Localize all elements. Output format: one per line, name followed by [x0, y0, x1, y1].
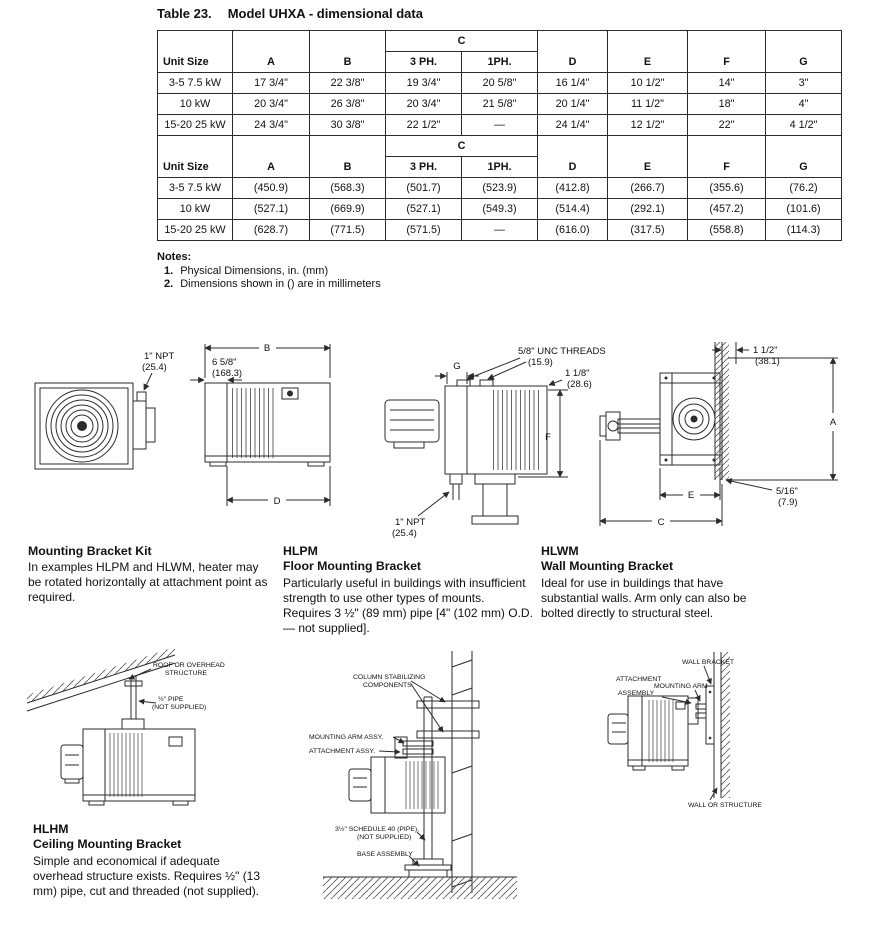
dim-label-f: F	[545, 432, 551, 443]
dim-label-npt2: 1" NPT	[395, 517, 426, 528]
table-cell: 10 kW	[158, 94, 233, 115]
attachment-label: ATTACHMENT ASSY.	[309, 748, 375, 755]
table-cell: (450.9)	[233, 178, 310, 199]
mounting-arm-label: MOUNTING ARM	[654, 683, 708, 690]
base-assembly-label: BASE ASSEMBLY	[357, 851, 413, 858]
pipe-label-line2: (NOT SUPPLIED)	[357, 834, 412, 841]
col-header-a: A	[233, 31, 310, 73]
table-cell: (549.3)	[462, 199, 538, 220]
dim-label-bolt-mm: (7.9)	[778, 497, 798, 508]
hlwm-caption-code: HLWM	[541, 544, 579, 558]
col-header-f: F	[688, 136, 766, 178]
table-cell: 26 3/8"	[310, 94, 386, 115]
kit-caption	[28, 544, 270, 605]
table-caption: Model UHXA - dimensional data	[227, 6, 423, 21]
col-header-d: D	[538, 136, 608, 178]
table-cell: (558.8)	[688, 220, 766, 241]
table-row	[158, 94, 842, 115]
hlhm-diagram	[25, 645, 265, 820]
hlpm-caption-body: Particularly useful in buildings with insufficient strength to use other types of mounts. Requires 3 ½" (89 mm) pipe [4" (102 mm) O.D. — not supplied].	[283, 575, 533, 635]
table-cell: 22 3/8"	[310, 73, 386, 94]
table-cell: (571.5)	[386, 220, 462, 241]
table-cell: 3"	[766, 73, 842, 94]
col-header-3ph: 3 PH.	[386, 157, 462, 178]
dim-label-a: A	[829, 417, 837, 428]
dim-label-c: C	[657, 517, 665, 528]
dim-label-b: B	[263, 343, 271, 354]
wall-or-structure-label: WALL OR STRUCTURE	[688, 802, 762, 809]
table-cell: (292.1)	[608, 199, 688, 220]
pipe-label-line2: (NOT SUPPLIED)	[152, 704, 207, 711]
table-cell: (317.5)	[608, 220, 688, 241]
dim-label-unc-threads: 5/8" UNC THREADS	[518, 346, 606, 357]
dim-label-unc-mm: (15.9)	[528, 357, 553, 368]
kit-figure	[35, 344, 330, 506]
attachment-label-line2: ASSEMBLY	[618, 690, 655, 697]
table-cell: —	[462, 220, 538, 241]
mounting-arm-label: MOUNTING ARM ASSY.	[309, 734, 384, 741]
roof-label-line1: ROOF OR OVERHEAD	[153, 662, 225, 669]
table-cell: 19 3/4"	[386, 73, 462, 94]
top-diagrams	[20, 328, 850, 540]
table-cell: 3-5 7.5 kW	[158, 73, 233, 94]
kit-caption-title: Mounting Bracket Kit	[28, 544, 152, 558]
notes-heading: Notes:	[157, 251, 192, 263]
hlpm-caption-title: Floor Mounting Bracket	[283, 559, 421, 574]
dim-label-gap-mm: (38.1)	[755, 356, 780, 367]
table-cell: (669.9)	[310, 199, 386, 220]
hlpm-figure	[385, 358, 568, 524]
hlpm-caption-code: HLPM	[283, 544, 318, 558]
hlhm-caption-code: HLHM	[33, 822, 69, 836]
table-cell: (412.8)	[538, 178, 608, 199]
dim-label-g: G	[453, 361, 461, 372]
table-row	[158, 115, 842, 136]
dim-label-offset-mm: (28.6)	[567, 379, 592, 390]
hlpm-caption	[283, 544, 533, 636]
table-cell: 4"	[766, 94, 842, 115]
dim-label-depth-mm: (168.3)	[212, 368, 243, 379]
col-header-1ph: 1PH.	[462, 157, 538, 178]
col-header-b: B	[310, 136, 386, 178]
table-cell: (514.4)	[538, 199, 608, 220]
table-cell: (616.0)	[538, 220, 608, 241]
col-header-g: G	[766, 136, 842, 178]
col-header-f: F	[688, 31, 766, 73]
table-row	[158, 136, 842, 157]
notes-section	[157, 251, 381, 291]
col-header-c: C	[386, 136, 538, 157]
table-number: Table 23.	[157, 6, 212, 21]
dimensional-data-table	[157, 30, 842, 241]
table-cell: (76.2)	[766, 178, 842, 199]
col-header-g: G	[766, 31, 842, 73]
table-cell: (523.9)	[462, 178, 538, 199]
table-cell: (771.5)	[310, 220, 386, 241]
col-header-unit-size: Unit Size	[158, 31, 233, 73]
wall-figure	[608, 652, 730, 800]
table-cell: (266.7)	[608, 178, 688, 199]
table-cell: —	[462, 115, 538, 136]
column-mount-diagram	[305, 645, 535, 937]
dim-label-npt-mm: (25.4)	[142, 362, 167, 373]
dim-label-npt: 1" NPT	[144, 351, 175, 362]
table-row	[158, 178, 842, 199]
note-item	[157, 278, 381, 290]
table-cell: (355.6)	[688, 178, 766, 199]
table-cell: 24 3/4"	[233, 115, 310, 136]
col-header-1ph: 1PH.	[462, 52, 538, 73]
table-cell: 11 1/2"	[608, 94, 688, 115]
table-cell: (101.6)	[766, 199, 842, 220]
dim-label-e: E	[687, 490, 695, 501]
hlwm-caption	[541, 544, 779, 621]
dim-label-npt2-mm: (25.4)	[392, 528, 417, 539]
roof-label-line2: STRUCTURE	[165, 670, 207, 677]
table-cell: 15-20 25 kW	[158, 115, 233, 136]
table-cell: 3-5 7.5 kW	[158, 178, 233, 199]
stabilizing-label-line1: COLUMN STABILIZING	[353, 674, 426, 681]
note-item	[157, 265, 381, 277]
table-cell: 20 1/4"	[538, 94, 608, 115]
hlwm-figure-labels	[658, 345, 837, 528]
table-cell: (527.1)	[386, 199, 462, 220]
col-header-d: D	[538, 31, 608, 73]
hlhm-caption-title: Ceiling Mounting Bracket	[33, 837, 182, 852]
page-title	[157, 6, 423, 21]
table-row	[158, 73, 842, 94]
pipe-label-line1: 3½" SCHEDULE 40 (PIPE),	[335, 826, 420, 833]
note-text: Physical Dimensions, in. (mm)	[180, 265, 329, 277]
note-number: 2.	[164, 278, 174, 290]
dim-label-bolt: 5/16"	[776, 486, 798, 497]
table-cell: 17 3/4"	[233, 73, 310, 94]
table-cell: 20 5/8"	[462, 73, 538, 94]
hlhm-caption	[33, 822, 273, 899]
wall-bracket-label: WALL BRACKET	[682, 659, 734, 666]
table-cell: 30 3/8"	[310, 115, 386, 136]
table-cell: 21 5/8"	[462, 94, 538, 115]
dim-label-d: D	[273, 496, 281, 507]
col-header-e: E	[608, 31, 688, 73]
wall-figure-labels	[616, 659, 762, 809]
table-cell: (527.1)	[233, 199, 310, 220]
dim-label-offset: 1 1/8"	[565, 368, 590, 379]
col-header-unit-size: Unit Size	[158, 136, 233, 178]
hlhm-caption-body: Simple and economical if adequate overhead structure exists. Requires ½" (13 mm) pipe, cut and threaded (not supplied).	[33, 853, 261, 898]
column-figure	[323, 651, 517, 899]
table-cell: (457.2)	[688, 199, 766, 220]
stabilizing-label-line2: COMPONENTS	[363, 682, 412, 689]
note-number: 1.	[164, 265, 174, 277]
table-row	[158, 199, 842, 220]
hlwm-figure	[600, 342, 838, 526]
col-header-3ph: 3 PH.	[386, 52, 462, 73]
col-header-c: C	[386, 31, 538, 52]
hlwm-caption-body: Ideal for use in buildings that have substantial walls. Arm only can also be bolted directly to structural steel.	[541, 575, 747, 620]
dim-label-depth: 6 5/8"	[212, 357, 237, 368]
table-row	[158, 220, 842, 241]
table-cell: 24 1/4"	[538, 115, 608, 136]
table-cell: 4 1/2"	[766, 115, 842, 136]
col-header-a: A	[233, 136, 310, 178]
col-header-e: E	[608, 136, 688, 178]
table-cell: 22"	[688, 115, 766, 136]
table-cell: 18"	[688, 94, 766, 115]
table-cell: 12 1/2"	[608, 115, 688, 136]
table-cell: (628.7)	[233, 220, 310, 241]
table-cell: 22 1/2"	[386, 115, 462, 136]
table-cell: (114.3)	[766, 220, 842, 241]
table-cell: 10 1/2"	[608, 73, 688, 94]
hlwm-caption-title: Wall Mounting Bracket	[541, 559, 674, 574]
col-header-b: B	[310, 31, 386, 73]
dim-label-gap: 1 1/2"	[753, 345, 778, 356]
table-cell: 14"	[688, 73, 766, 94]
hlhm-figure-labels	[152, 662, 225, 711]
attachment-label-line1: ATTACHMENT	[616, 676, 662, 683]
table-cell: 20 3/4"	[233, 94, 310, 115]
kit-caption-body: In examples HLPM and HLWM, heater may be rotated horizontally at attachment point as required.	[28, 560, 268, 605]
table-cell: (568.3)	[310, 178, 386, 199]
table-cell: (501.7)	[386, 178, 462, 199]
table-cell: 16 1/4"	[538, 73, 608, 94]
table-row	[158, 31, 842, 52]
table-cell: 15-20 25 kW	[158, 220, 233, 241]
pipe-label-line1: ½" PIPE	[158, 696, 184, 703]
table-cell: 10 kW	[158, 199, 233, 220]
table-cell: 20 3/4"	[386, 94, 462, 115]
note-text: Dimensions shown in () are in millimeters	[180, 278, 381, 290]
wall-mount-diagram	[600, 640, 860, 820]
